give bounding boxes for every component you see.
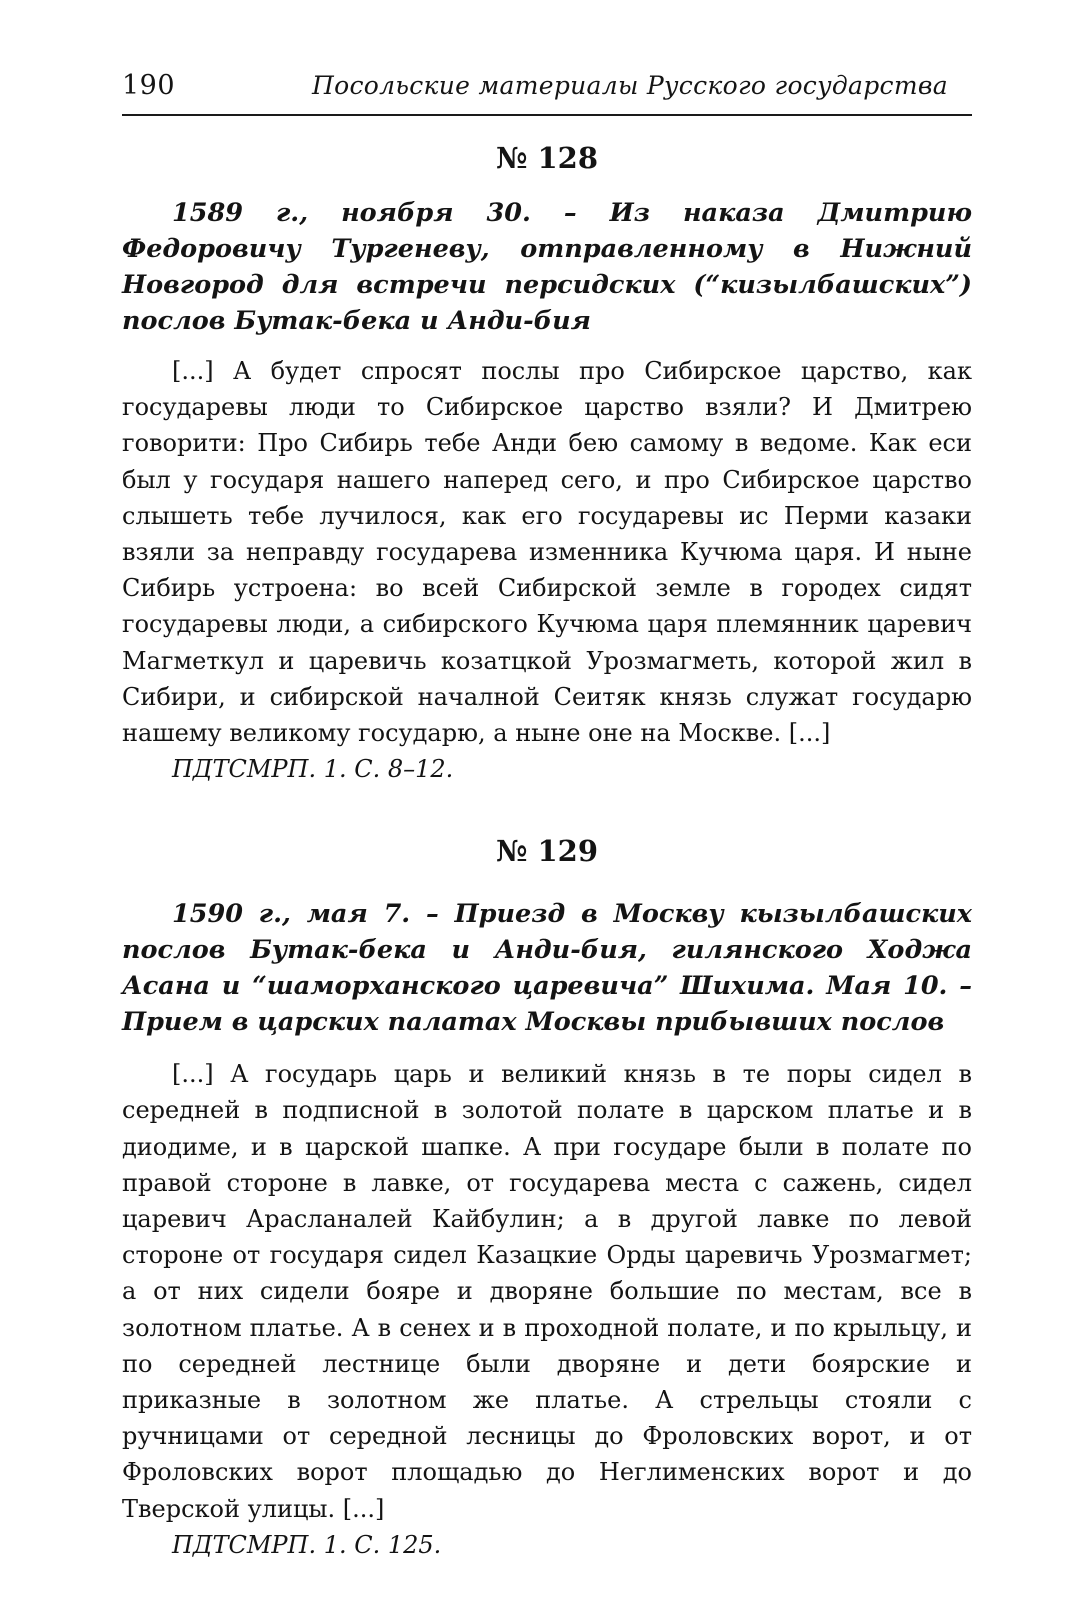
document-heading: 1590 г., мая 7. – Приезд в Москву кызылбашских послов Бутак-бека и Анди-бия, гилянского Ходжа Асана и “шаморханского царевича” Шихима. Мая 10. – Прием в царских палатах Москвы прибывших послов	[122, 899, 972, 1038]
document-source: ПДТСМРП. 1. С. 125.	[172, 1530, 442, 1559]
document-number	[122, 834, 972, 869]
running-header	[122, 70, 972, 116]
document-129	[122, 834, 972, 1563]
document-body: [...] А государь царь и великий князь в те поры сидел в середней в подписной в золотой полате в царском платье и в диодиме, и в царской шапке. А при государе были в полате по правой стороне в лавке, от государева места с сажень, сидел царевич Арасланалей Кайбулин; а в другой лавке по левой стороне от государя сидел Казацкие Орды царевичь Урозмагмет; а от них сидели бояре и дворяне большие по местам, все в золотном платье. А в сенех и в проходной полате, и по крыльцу, и по середней лестнице были дворяне и дети боярские и приказные в золотном же платье. А стрельцы стояли с ручницами от середной лесницы до Фроловских ворот, и от Фроловских ворот площадью до Неглименских ворот и до Тверской улицы. [...]	[122, 1060, 972, 1523]
document-number-value: 128	[537, 141, 599, 175]
document-128	[122, 141, 972, 787]
book-title: Посольские материалы Русского государства	[312, 71, 948, 100]
document-body: [...] А будет спросят послы про Сибирское царство, как государевы люди то Сибирское царство взяли? И Дмитрею говорити: Про Сибирь тебе Анди бею самому в ведоме. Как еси был у государя нашего наперед сего, и про Сибирское царство слышеть тебе лучилося, как его государевы ис Перми казаки взяли за неправду государева изменника Кучюма царя. И ныне Сибирь устроена: во всей Сибирской земле в городех сидят государевы люди, а сибирского Кучюма царя племянник царевич Магметкул и царевичь козатцкой Урозмагметь, которой жил в Сибири, и сибирской началной Сеитяк князь служат государю нашему великому государю, а ныне оне на Москве. [...]	[122, 357, 972, 748]
document-number	[122, 141, 972, 175]
page-number: 190	[122, 70, 176, 101]
book-page	[122, 70, 972, 1563]
number-sign: №	[495, 834, 528, 869]
document-heading: 1589 г., ноября 30. – Из наказа Дмитрию Федоровичу Тургеневу, отправленному в Нижний Новгород для встречи персидских (“кизылбашских”) послов Бутак-бека и Анди-бия	[122, 198, 972, 336]
document-source: ПДТСМРП. 1. С. 8–12.	[172, 755, 454, 784]
document-number-value: 129	[537, 834, 599, 869]
number-sign: №	[495, 141, 528, 175]
